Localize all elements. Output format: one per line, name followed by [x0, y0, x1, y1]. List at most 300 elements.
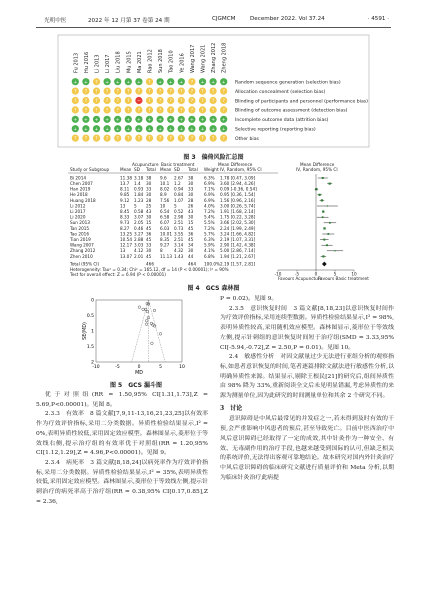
risk-symbol: ? [137, 89, 141, 95]
risk-symbol: ? [169, 108, 172, 114]
risk-symbol: ? [169, 136, 172, 142]
forest-cell: 0.84 [174, 192, 184, 198]
figure-3-caption: 图 3 偏倚风险汇总图 [183, 154, 244, 161]
risk-symbol: + [105, 127, 109, 133]
overall-effect-text: Test for overall effect: Z = 6.94 (P < 0.00001) [70, 272, 166, 277]
issue-cn: 2022 年 12 月第 37 卷第 24 期 [88, 18, 170, 24]
forest-cell: 2.90 [1.42, 4.38] [220, 242, 256, 248]
y-axis-label: SE(MD) [83, 322, 88, 340]
effect-box [326, 244, 328, 246]
col-header: Total [188, 167, 198, 172]
risk-symbol: ? [116, 108, 119, 114]
risk-symbol: + [115, 80, 120, 86]
forest-cell: 7.2% [204, 209, 215, 214]
risk-symbol: ? [190, 99, 194, 105]
risk-symbol: ? [190, 89, 194, 95]
forest-cell: 0.73 [174, 225, 184, 231]
study-label: Wang 2017 [189, 44, 196, 73]
effect-box [322, 216, 324, 218]
forest-cell: 8.33 [120, 214, 130, 220]
effect-box [322, 255, 324, 257]
forest-cell: 8.45 [120, 209, 130, 214]
risk-symbol: + [211, 127, 215, 133]
forest-cell: 3.60 [2.94, 4.26] [220, 181, 256, 186]
forest-cell: 2.51 [174, 237, 184, 242]
axis-tick-label: -5 [294, 271, 300, 277]
forest-cell: 0.09 [-0.36, 0.54] [220, 186, 257, 192]
x-axis-label: MD [135, 371, 143, 376]
forest-cell: 13.07 [120, 253, 132, 259]
forest-cell: 33 [188, 186, 194, 192]
study-point [146, 310, 149, 313]
forest-cell: 3.27 [134, 231, 144, 237]
risk-symbol: ? [211, 89, 215, 95]
forest-cell: 8 [160, 248, 163, 254]
body-paragraph: P = 0.02)。见图 9。 [220, 296, 278, 302]
risk-symbol: + [179, 80, 184, 86]
risk-symbol: ? [211, 99, 215, 105]
risk-symbol: + [84, 80, 88, 86]
risk-symbol: ? [105, 108, 109, 114]
forest-cell: 7.1% [204, 186, 215, 192]
journal-name-cn: 光明中医 [44, 18, 67, 24]
forest-cell: 3.03 [134, 242, 144, 248]
risk-symbol: + [158, 80, 162, 86]
forest-cell: 9.73 [120, 220, 130, 226]
forest-cell: Zhang 2012 [70, 248, 96, 254]
forest-cell: 30 [146, 214, 152, 220]
risk-symbol: ? [95, 136, 98, 142]
forest-cell: 5 [134, 203, 137, 209]
body-paragraph: 意识障碍是中风后最常见的并发症之一,若未得到及时有效的干预,会严重影响中风患者的预后,甚至导致死亡。目前中医西治疗中风后意识障碍已经取得了一定的成效,其中针灸作为一种安全、有效、无毒副作用的治疗手段,也越来越受到国际的认可,但缺乏相关的系统评价,无法得出客观可靠地结论。故本研究对国内外针灸治疗中风后意识障碍的临床研究文献进行质量评价和 Meta 分析,以期为临床针灸治疗此病提 [220, 416, 394, 481]
risk-symbol: + [168, 127, 173, 133]
effect-box [327, 205, 328, 206]
risk-symbol: ? [190, 108, 194, 114]
study-point [145, 319, 148, 322]
bias-domain-label: Blinding of participants and personnel (performance bias) [235, 99, 368, 105]
total-ci: 2.19 [1.57, 2.81] [220, 261, 256, 267]
forest-cell: 30 [146, 192, 152, 198]
bias-domain-label: Selective reporting (reporting bias) [235, 127, 316, 133]
risk-symbol: ? [137, 108, 141, 114]
risk-symbol: ? [84, 108, 88, 114]
forest-cell: Wang 2007 [70, 242, 94, 248]
forest-cell: 3.18 [134, 175, 144, 181]
group-header-basic: Basic treatment [161, 162, 195, 167]
risk-symbol: ? [84, 89, 88, 95]
forest-cell: 1.78 [0.47, 3.09] [220, 175, 256, 181]
figure-5-caption: 图 5 GCS 漏斗图 [109, 382, 163, 389]
study-label: Zhang 2012 [211, 42, 218, 73]
forest-cell: 13 [120, 203, 126, 209]
risk-symbol: ? [158, 99, 162, 105]
effect-box [323, 227, 325, 229]
col-header: IV, Random, 95% CI [220, 167, 262, 172]
effect-box [329, 222, 331, 224]
forest-cell: 0.52 [174, 209, 184, 214]
risk-symbol: ? [222, 136, 225, 142]
study-point [159, 333, 162, 336]
group-header-md: Mean Difference [218, 162, 253, 167]
risk-symbol: + [147, 127, 152, 133]
risk-symbol: ? [127, 108, 130, 114]
risk-symbol: ? [95, 99, 98, 105]
forest-cell: 6.3% [204, 237, 215, 242]
risk-symbol: + [200, 117, 205, 123]
forest-cell: 25 [146, 203, 152, 209]
forest-cell: 36 [146, 231, 152, 237]
forest-cell: 2.19 [1.07, 3.31] [220, 237, 256, 242]
forest-cell: 6.9% [204, 192, 215, 198]
risk-symbol: ? [222, 108, 225, 114]
x-tick-label: 5 [159, 365, 162, 370]
risk-symbol: + [105, 80, 109, 86]
forest-cell: 10.01 [160, 231, 172, 237]
risk-symbol: + [126, 80, 131, 86]
forest-cell: 33 [146, 242, 152, 248]
forest-cell: 30 [188, 248, 194, 254]
forest-cell: 2.98 [174, 214, 184, 220]
forest-cell: 36 [188, 231, 194, 237]
risk-symbol: + [179, 127, 184, 133]
forest-cell: 13.25 [120, 231, 132, 237]
forest-cell: Tan 2015 [70, 225, 90, 231]
col-header: Total [146, 167, 156, 172]
forest-cell: 6.07 [160, 220, 170, 226]
forest-cell: 3.07 [134, 214, 144, 220]
effect-box [321, 199, 323, 201]
forest-cell: 1.4 [134, 181, 141, 186]
page-number: · 4591 · [367, 16, 389, 22]
study-label: Fu 2013 [73, 52, 80, 73]
risk-symbol: + [221, 80, 226, 86]
forest-cell: 0.95 [0.36, 1.54] [220, 192, 256, 198]
risk-symbol: ? [84, 136, 88, 142]
risk-symbol: + [221, 117, 226, 123]
forest-cell: 13.7 [120, 181, 130, 186]
forest-cell: 6.58 [160, 214, 170, 220]
risk-symbol: ? [148, 89, 151, 95]
effect-box [315, 188, 317, 190]
risk-symbol: ? [201, 136, 204, 142]
risk-symbol: ? [222, 89, 225, 95]
col-header: SD [134, 167, 140, 172]
bias-domain-label: Incomplete outcome data (attrition bias) [235, 118, 329, 124]
forest-cell: 45 [146, 237, 152, 242]
effect-box [329, 183, 331, 185]
risk-symbol: ? [158, 136, 162, 142]
forest-cell: 9.6 [160, 175, 167, 181]
forest-cell: 5.4% [204, 214, 215, 220]
study-label: Zheng 2018 [221, 42, 228, 73]
forest-cell: 2.24 [1.99, 2.49] [220, 225, 256, 231]
favours-left-label: Favours Acupuncture [278, 276, 323, 281]
total-label: Total (95% CI) [70, 261, 100, 267]
forest-cell: 2.88 [134, 237, 144, 242]
forest-cell: 1.91 [1.68, 2.14] [220, 209, 256, 214]
issue-en: December 2022. Vol 37.24 [250, 16, 325, 22]
forest-cell: 45 [146, 253, 152, 259]
forest-cell: 1.75 [0.22, 3.28] [220, 214, 256, 220]
section-paragraph: 2.3.4 病死率 3 篇文献[8,18,24]以病死率作为疗效评价指标,采用二分类数据。异质性检验结果显示,I² = 35%,表明异质性较低,采用固定效应模型。森林图显示,菱形位于等效线左侧,提示针刺治疗的病死率高于治疗组(RR = 0.38,95% CI[0.17,0.85],Z = 2.36, [36, 459, 208, 505]
risk-symbol: ? [95, 80, 98, 86]
forest-cell: 13 [120, 248, 126, 254]
risk-symbol: ? [158, 108, 162, 114]
col-header: Weight [204, 167, 219, 172]
risk-symbol: ? [169, 89, 172, 95]
forest-cell: 33 [146, 186, 152, 192]
risk-symbol: + [211, 117, 215, 123]
forest-cell: 44 [188, 253, 194, 259]
section-paragraph: 2.3.5 意识恢复时间 3 篇文献[8,18,23]以意识恢复时间作为疗效评价指标,采用连续型数据。异质性检验结果显示,I² = 98%,表明异质性较高,采用随机效应模型。森林图显示,菱形位于等效线左侧,提示针刺组的意识恢复时间短于治疗组(SMD = 3.33,95% CI[-5.94,-0.72],Z = 2.50,P = 0.01)。见图 10。 [220, 305, 394, 351]
study-label: Ye 2016 [179, 53, 186, 73]
risk-symbol: ? [127, 89, 130, 95]
study-point [142, 308, 145, 311]
risk-symbol: + [73, 127, 78, 133]
risk-symbol: ? [180, 89, 183, 95]
forest-cell: 34 [188, 242, 194, 248]
axis-tick-label: 0 [314, 271, 318, 277]
forest-cell: 28 [188, 197, 194, 203]
study-label: Sun 2018 [158, 49, 165, 73]
forest-cell: 38 [146, 175, 152, 181]
forest-cell: 30 [146, 181, 152, 186]
forest-cell: 12.17 [120, 242, 132, 248]
forest-cell: Li 2017 [70, 209, 86, 214]
risk-symbol: + [158, 127, 162, 133]
forest-cell: 1.2 [174, 181, 181, 186]
forest-cell: 4.12 [134, 248, 144, 254]
forest-cell: 45 [188, 225, 194, 231]
x-tick-label: 10 [179, 365, 185, 370]
forest-cell: 5.00 [2.86, 7.14] [220, 248, 256, 254]
risk-symbol: + [211, 80, 215, 86]
forest-cell: 5.5% [204, 220, 215, 226]
risk-symbol: + [221, 127, 226, 133]
forest-cell: 4.1% [204, 248, 215, 254]
risk-symbol: ? [116, 99, 119, 105]
risk-symbol: + [190, 117, 194, 123]
forest-cell: 6.9% [204, 197, 215, 203]
body-paragraph: 优于对照组(RR = 1.50,95% CI[1.31,1.73],Z = 5.69,P<0.00001)。见图 8。 [36, 392, 208, 408]
forest-cell: Sun 2013 [70, 220, 90, 226]
effect-box [319, 194, 321, 196]
forest-cell: 10.1 [160, 181, 170, 186]
risk-symbol: + [137, 117, 141, 123]
study-label: Wang 2021 [200, 44, 207, 73]
risk-symbol: + [200, 127, 205, 133]
col-header-study: Study or Subgroup [70, 167, 110, 172]
forest-cell: 3.00 [0.26, 5.74] [220, 203, 256, 209]
group-header-md2: Mean Difference [300, 162, 335, 167]
forest-cell: 9.85 [120, 192, 130, 198]
forest-cell: 9.27 [160, 242, 170, 248]
total-weight: 100.0% [204, 261, 220, 267]
risk-symbol: ? [180, 108, 183, 114]
forest-cell: 9.12 [120, 197, 130, 203]
risk-symbol: ? [222, 99, 225, 105]
forest-cell: 3.24 [1.66, 4.82] [220, 231, 256, 237]
study-label: Rao 2012 [147, 49, 154, 73]
forest-cell: 5.9% [204, 242, 215, 248]
risk-symbol: + [94, 117, 99, 123]
risk-symbol: + [84, 127, 88, 133]
gcs-funnel-plot [82, 296, 187, 376]
risk-symbol: + [168, 117, 173, 123]
forest-cell: 1.56 [0.96, 2.16] [220, 197, 256, 203]
forest-cell: 1.07 [174, 197, 184, 203]
risk-symbol: ? [74, 89, 77, 95]
gcs-forest-plot [68, 160, 369, 281]
study-point [150, 322, 153, 325]
x-tick-label: 0 [137, 365, 141, 370]
forest-cell: 3.14 [174, 242, 184, 248]
forest-cell: 45 [188, 237, 194, 242]
risk-symbol: ? [116, 89, 119, 95]
study-point [145, 323, 148, 326]
risk-symbol: ? [105, 89, 109, 95]
y-tick-label: 1 [91, 329, 94, 335]
y-tick-label: 0 [91, 298, 94, 304]
forest-cell: Zhen 2010 [70, 253, 93, 259]
forest-cell: Tao 2016 [70, 231, 89, 237]
risk-symbol: ? [180, 99, 183, 105]
bias-domain-label: Other bias [235, 136, 259, 142]
forest-cell: 30 [188, 181, 194, 186]
risk-symbol: + [126, 117, 131, 123]
study-label: Liu 2018 [115, 51, 122, 73]
risk-symbol: ? [127, 99, 130, 105]
risk-symbol: ? [74, 108, 77, 114]
risk-of-bias-summary-figure [58, 35, 369, 147]
risk-symbol: + [179, 117, 184, 123]
study-label: Tao 2010 [168, 50, 175, 73]
risk-symbol: ? [127, 136, 130, 142]
left-text-column [36, 391, 208, 507]
bias-domain-label: Random sequence generation (selection bias) [235, 80, 341, 86]
risk-symbol: ? [180, 136, 183, 142]
axis-tick-label: 5 [333, 271, 337, 277]
risk-symbol: ? [105, 136, 109, 142]
forest-cell: Bi 2014 [70, 175, 87, 181]
x-tick-label: -5 [115, 365, 120, 370]
col-header: IV, Random, 95% CI [296, 167, 338, 172]
forest-cell: 26 [188, 203, 194, 209]
risk-symbol: ? [201, 108, 204, 114]
forest-cell: 0.58 [134, 209, 144, 214]
study-point [138, 306, 141, 309]
forest-cell: 30 [188, 214, 194, 220]
study-point [151, 342, 154, 345]
risk-symbol: ? [211, 108, 215, 114]
forest-cell: 1.94 [1.21, 2.67] [220, 253, 256, 259]
forest-cell: 8.11 [120, 186, 130, 192]
x-tick-label: -10 [92, 365, 100, 370]
risk-symbol: + [73, 80, 78, 86]
favours-right-label: Favours Basic treatment [318, 276, 369, 281]
y-tick-label: 0.5 [86, 314, 94, 319]
forest-cell: 8.27 [120, 225, 130, 231]
figure-4-caption: 图 4 GCS 森林图 [187, 285, 240, 292]
forest-cell: Huang 2018 [70, 197, 96, 203]
y-tick-label: 1.5 [86, 345, 94, 350]
effect-box [327, 233, 329, 235]
risk-symbol: ? [201, 99, 204, 105]
y-tick-label: 2 [91, 360, 94, 366]
forest-cell: 8.35 [160, 237, 170, 242]
forest-cell: 3.55 [174, 231, 184, 237]
risk-symbol: + [168, 80, 173, 86]
forest-cell: 10 [160, 203, 166, 209]
forest-cell: 2.01 [134, 253, 144, 259]
forest-cell: Li 2012 [70, 203, 86, 209]
forest-cell: 7.56 [160, 197, 170, 203]
risk-symbol: ? [105, 99, 109, 105]
risk-symbol: + [137, 127, 141, 133]
section-paragraph: 3 讨论 [220, 404, 243, 412]
col-header: SD [174, 167, 180, 172]
risk-symbol: + [137, 80, 141, 86]
risk-symbol: + [73, 117, 78, 123]
risk-symbol: ? [148, 108, 151, 114]
risk-symbol: ? [84, 99, 88, 105]
study-label: Hu 2016 [83, 51, 90, 73]
right-text-column [220, 295, 394, 483]
forest-cell: 43 [146, 209, 152, 214]
forest-cell: 5 [174, 203, 177, 209]
forest-cell: 10.54 [120, 237, 132, 242]
forest-cell: 15 [188, 220, 194, 226]
forest-cell: 30 [146, 248, 152, 254]
forest-cell: 3.66 [2.02, 5.30] [220, 220, 256, 226]
risk-symbol: ? [201, 89, 204, 95]
heterogeneity-text: Heterogeneity: Tau² = 0.34; Chi² = 165.12, df = 14 (P < 0.00001); I² = 90% [70, 267, 229, 272]
risk-symbol: − [137, 99, 141, 105]
study-label: Ma 2021 [136, 51, 143, 73]
forest-cell: 1.23 [134, 197, 144, 203]
risk-symbol: ? [74, 99, 77, 105]
forest-cell: 28 [146, 197, 152, 203]
forest-cell: Tian 2019 [70, 237, 91, 242]
risk-symbol: ? [95, 108, 98, 114]
effect-box [334, 250, 335, 251]
forest-cell: 1.84 [134, 192, 144, 198]
forest-cell: 5.7% [204, 231, 215, 237]
risk-symbol: ? [116, 136, 119, 142]
axis-tick-label: -10 [274, 271, 282, 277]
forest-cell: 11.38 [120, 175, 132, 181]
bias-domain-label: Blinding of outcome assessment (detection bias) [235, 108, 348, 114]
page-header [36, 14, 391, 28]
pooled-diamond [322, 262, 327, 267]
forest-cell: 0.46 [134, 225, 144, 231]
risk-symbol: + [115, 127, 120, 133]
forest-cell: 8.9 [160, 192, 167, 198]
forest-cell: 11.13 [160, 253, 172, 259]
risk-symbol: ? [137, 136, 141, 142]
risk-symbol: + [147, 117, 152, 123]
bias-domain-label: Allocation concealment (selection bias) [235, 89, 326, 95]
forest-cell: 2.67 [174, 175, 184, 181]
forest-cell: 45 [146, 225, 152, 231]
section-paragraph: 2.3.3 有效率 8 篇文献[7,9,11-13,16,21,23,25]以有效率作为疗效评价指标,采用二分类数据。异质性检验结果显示,I² = 0%,表明异质性较低,采用固定效应模型。森林图显示,菱形位于等效线右侧,提示治疗组的有效率优于对照组(RR = 1.20,95% CI[1.12,1.29],Z = 4.96,P<0.00001)。见图 9。 [36, 411, 208, 457]
col-header: Mean [160, 167, 172, 172]
risk-symbol: + [190, 127, 194, 133]
group-header-acupuncture: Acupuncture [132, 162, 159, 167]
forest-cell: 1.43 [174, 253, 184, 259]
total-n2: 464 [188, 261, 196, 267]
forest-cell: 4.0% [204, 203, 215, 209]
